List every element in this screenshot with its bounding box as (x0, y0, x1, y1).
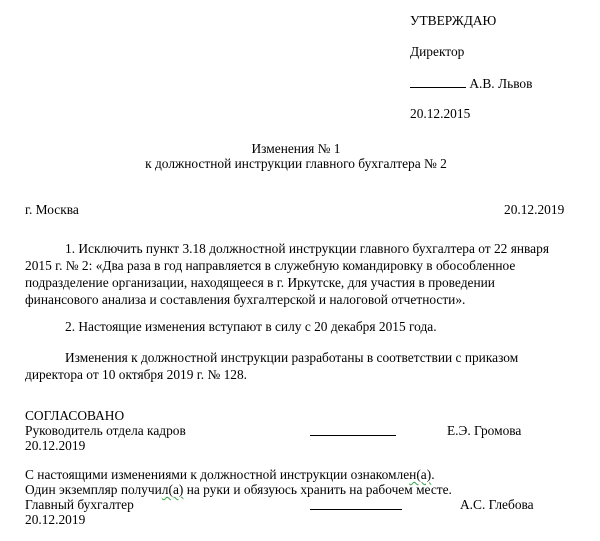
approval-position: Директор (410, 44, 465, 59)
ack-text-end: . (431, 467, 435, 482)
agreed-date: 20.12.2019 (25, 438, 86, 453)
acknowledgement-signature-line (310, 497, 402, 513)
development-note: Изменения к должностной инструкции разработаны в соответствии с приказом директора от 10 октября 2019 г. № 128. (25, 350, 519, 382)
ack-gender-suffix: н(а) (409, 467, 432, 482)
agreed-heading: СОГЛАСОВАНО (25, 408, 125, 423)
ack-gender-suffix: л(а) (161, 482, 184, 497)
ack-text-end: на руки и обязуюсь хранить на рабочем месте. (183, 482, 452, 497)
approval-date: 20.12.2015 (410, 106, 471, 121)
agreed-name: Е.Э. Громова (447, 423, 522, 438)
approval-signer-name: А.В. Львов (469, 76, 533, 91)
approval-heading: УТВЕРЖДАЮ (410, 13, 497, 28)
signature-underline (310, 497, 402, 510)
acknowledgement-date: 20.12.2019 (25, 512, 86, 527)
agreed-position: Руководитель отдела кадров (25, 423, 186, 438)
signature-underline (310, 423, 396, 436)
acknowledgement-line-1 (25, 467, 435, 482)
document-city: г. Москва (25, 202, 79, 217)
acknowledgement-position: Главный бухгалтер (25, 497, 134, 512)
ack-text: Один экземпляр получи (25, 482, 162, 497)
agreed-signature-line (310, 423, 396, 439)
change-item-1: 1. Исключить пункт 3.18 должностной инструкции главного бухгалтера от 22 января 2015 г. № 2: «Два раза в год направляется в служебную командировку в обособленное подразделение организации, находящееся в г. Иркутске, для участия в проведении финансового анализа и составления бухгалтерской и налоговой отчетности». (25, 241, 549, 307)
acknowledgement-line-2 (25, 482, 452, 497)
document-title: Изменения № 1 (251, 141, 341, 156)
document-date: 20.12.2019 (504, 202, 565, 217)
signature-underline (410, 75, 466, 88)
ack-text: С настоящими изменениями к должностной инструкции ознакомле (25, 467, 410, 482)
acknowledgement-name: А.С. Глебова (460, 497, 534, 512)
change-item-2: 2. Настоящие изменения вступают в силу с 20 декабря 2015 года. (65, 319, 437, 334)
approval-signature-line (410, 75, 532, 91)
document-subtitle: к должностной инструкции главного бухгалтера № 2 (145, 156, 447, 171)
